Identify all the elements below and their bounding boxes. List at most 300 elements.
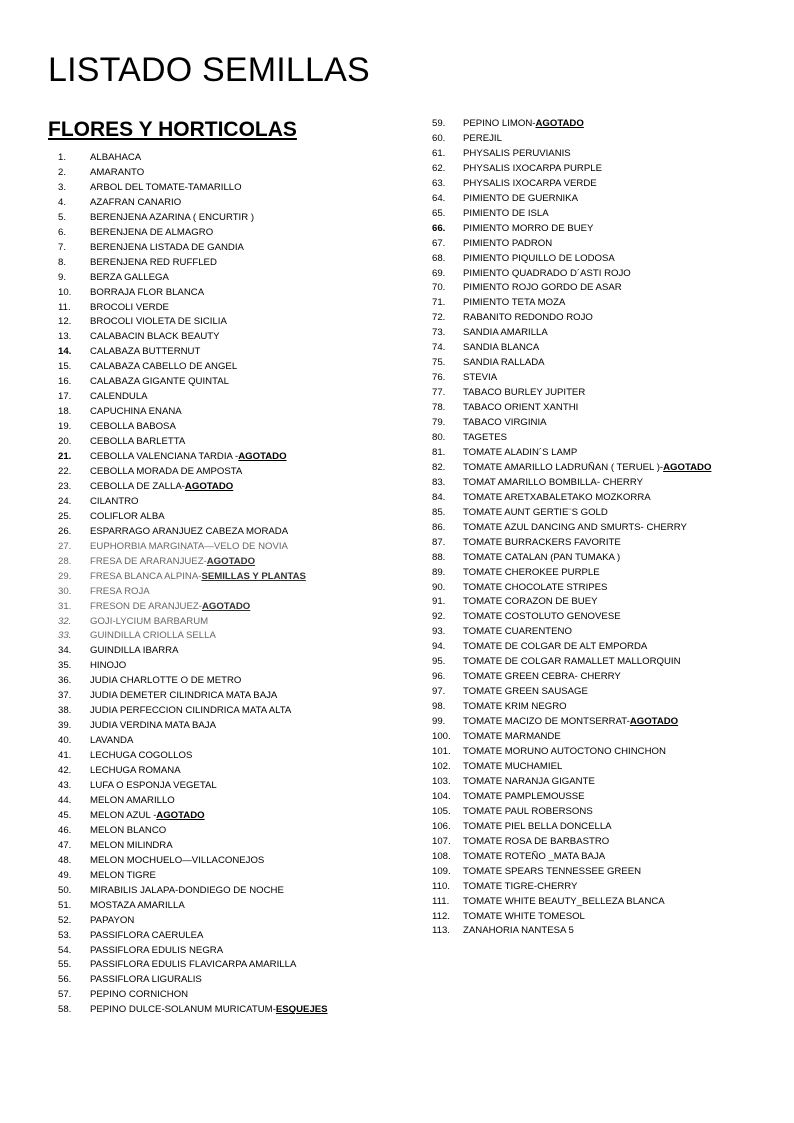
item-number: 28. [58,555,72,567]
item-number: 27. [58,540,72,552]
list-item [58,1002,398,1017]
item-status-tag: AGOTADO [535,117,584,129]
list-item [58,673,398,688]
list-item [432,236,762,251]
item-number: 84. [432,491,446,503]
item-number: 29. [58,570,72,582]
list-item [432,415,762,430]
item-name: TOMATE DE COLGAR DE ALT EMPORDA [463,641,648,653]
item-number: 69. [432,267,446,279]
item-name: AZAFRAN CANARIO [90,196,182,208]
item-name: TOMATE CHOCOLATE STRIPES [463,581,608,593]
list-item [58,748,398,763]
item-number: 72. [432,312,446,324]
list-item [58,614,398,629]
item-number: 21. [58,451,72,463]
list-item [58,285,398,300]
item-number: 82. [432,461,446,473]
list-item [58,404,398,419]
item-number: 51. [58,899,72,911]
item-name: TOMATE BURRACKERS FAVORITE [463,536,621,548]
item-number: 112. [432,910,450,922]
item-number: 4. [58,196,67,208]
item-name: TOMATE CATALAN (PAN TUMAKA ) [463,551,621,563]
item-status-tag: AGOTADO [184,480,234,492]
item-number: 99. [432,716,446,728]
item-number: 36. [58,675,72,687]
list-item [432,729,762,744]
item-number: 70. [432,282,446,294]
item-name: FRESA DE ARARANJUEZ- [90,555,207,567]
item-name: MELON AZUL - [90,809,157,821]
item-number: 55. [58,959,72,971]
item-number: 9. [58,271,67,283]
item-name: COLIFLOR ALBA [90,510,165,522]
list-item [58,314,398,329]
list-item [58,554,398,569]
item-number: 64. [432,192,446,204]
item-name: TOMATE SPEARS TENNESSEE GREEN [463,865,642,877]
list-item [58,913,398,928]
item-number: 60. [432,132,446,144]
item-name: PASSIFLORA LIGURALIS [90,974,202,986]
list-item [58,763,398,778]
item-name: TOMATE GREEN CEBRA- CHERRY [463,671,621,683]
item-number: 38. [58,705,72,717]
item-name: EUPHORBIA MARGINATA—VELO DE NOVIA [90,540,288,552]
item-number: 105. [432,805,451,817]
list-item [58,329,398,344]
list-item [432,804,762,819]
item-name: TABACO ORIENT XANTHI [463,402,579,414]
list-item [58,464,398,479]
item-number: 74. [432,342,446,354]
item-name: CALABACIN BLACK BEAUTY [90,331,220,343]
item-number: 26. [58,525,72,537]
item-number: 10. [58,286,72,298]
item-number: 66. [432,222,446,234]
list-item [432,340,762,355]
item-name: PEREJIL [463,132,502,144]
item-name: PIMIENTO PADRON [463,237,553,249]
item-name: SANDIA AMARILLA [463,327,548,339]
item-name: TOMATE COSTOLUTO GENOVESE [463,611,621,623]
item-number: 23. [58,480,72,492]
list-item [432,535,762,550]
item-number: 109. [432,865,451,877]
list-item [432,639,762,654]
item-number: 7. [58,241,67,253]
item-name: GUINDILLA CRIOLLA SELLA [90,630,216,642]
item-name: CALABAZA CABELLO DE ANGEL [90,361,238,373]
item-number: 92. [432,611,446,623]
item-number: 65. [432,207,446,219]
item-status-tag: ESQUEJES [275,1004,328,1016]
item-name: MELON MOCHUELO—VILLACONEJOS [90,854,265,866]
item-name: CEBOLLA VALENCIANA TARDIA - [90,451,239,463]
item-name: BERENJENA AZARINA ( ENCURTIR ) [90,211,255,223]
list-item [432,266,762,281]
item-name: TOMATE AMARILLO LADRUÑAN ( TERUEL )- [463,461,664,473]
list-item [58,419,398,434]
item-name: CEBOLLA DE ZALLA- [90,480,185,492]
list-item [58,718,398,733]
item-number: 42. [58,765,72,777]
item-name: TOMATE PAMPLEMOUSSE [463,790,585,802]
list-item [58,359,398,374]
list-item [432,191,762,206]
item-number: 25. [58,510,72,522]
list-item [432,460,762,475]
list-item [58,374,398,389]
list-item [432,849,762,864]
item-number: 54. [58,944,72,956]
item-name: TABACO VIRGINIA [463,417,547,429]
list-item [432,834,762,849]
item-number: 94. [432,641,446,653]
item-number: 106. [432,820,451,832]
list-item [58,599,398,614]
item-name: TOMATE MORUNO AUTOCTONO CHINCHON [463,746,666,758]
item-name: PIMIENTO DE GUERNIKA [463,192,578,204]
list-item [432,116,762,131]
item-name: PASSIFLORA CAERULEA [90,929,204,941]
item-number: 12. [58,316,72,328]
item-status-tag: AGOTADO [663,461,712,473]
item-name: MIRABILIS JALAPA-DONDIEGO DE NOCHE [90,884,284,896]
item-status-tag: AGOTADO [629,716,679,728]
list-item [432,400,762,415]
item-name: TOMATE MUCHAMIEL [463,760,563,772]
list-item [58,150,398,165]
list-item [432,445,762,460]
item-number: 33. [58,630,72,642]
list-item [432,774,762,789]
item-number: 107. [432,835,451,847]
list-item [432,325,762,340]
list-item [58,987,398,1002]
list-item [432,161,762,176]
item-name: SANDIA RALLADA [463,357,545,369]
item-number: 57. [58,989,72,1001]
list-item [58,957,398,972]
item-name: MELON AMARILLO [90,794,175,806]
list-item [58,210,398,225]
list-item [58,868,398,883]
list-item [58,688,398,703]
item-name: RABANITO REDONDO ROJO [463,312,593,324]
item-name: JUDIA VERDINA MATA BAJA [90,720,216,732]
item-number: 71. [432,297,446,309]
item-name: PIMIENTO TETA MOZA [463,297,566,309]
list-item [58,255,398,270]
item-number: 37. [58,690,72,702]
list-item [58,838,398,853]
item-name: GOJI-LYCIUM BARBARUM [90,615,209,627]
list-item [58,524,398,539]
item-number: 19. [58,421,72,433]
item-name: TOMATE ROTEÑO _MATA BAJA [463,850,606,862]
item-number: 81. [432,446,446,458]
item-name: TOMATE CUARENTENO [463,626,572,638]
list-item [58,165,398,180]
item-name: STEVIA [463,372,498,384]
item-number: 15. [58,361,72,373]
section-heading: FLORES Y HORTICOLAS [48,118,297,141]
item-name: FRESA ROJA [90,585,150,597]
seed-list-right-column [432,116,762,938]
list-item [432,131,762,146]
item-number: 103. [432,775,451,787]
list-item [58,778,398,793]
item-number: 59. [432,117,446,129]
item-name: CALABAZA GIGANTE QUINTAL [90,376,229,388]
item-name: MELON MILINDRA [90,839,173,851]
list-item [432,759,762,774]
item-name: ZANAHORIA NANTESA 5 [463,925,574,937]
item-name: TAGETES [463,432,508,443]
list-item [432,923,762,938]
item-name: TOMATE AUNT GERTIE¨S GOLD [463,506,608,518]
item-name: TOMATE PAUL ROBERSONS [463,805,593,817]
item-name: PASSIFLORA EDULIS NEGRA [90,944,224,956]
list-item [58,853,398,868]
item-number: 35. [58,660,72,672]
item-status-tag: AGOTADO [201,600,251,612]
list-item [58,972,398,987]
item-number: 45. [58,809,72,821]
list-item [58,569,398,584]
item-number: 96. [432,671,446,683]
item-name: ESPARRAGO ARANJUEZ CABEZA MORADA [90,525,289,537]
list-item [58,539,398,554]
item-name: TOMATE AZUL DANCING AND SMURTS- CHERRY [463,521,687,533]
item-number: 76. [432,372,446,384]
item-name: TOMATE ALADIN´S LAMP [463,446,578,458]
list-item [432,654,762,669]
item-number: 48. [58,854,72,866]
item-name: BERENJENA LISTADA DE GANDIA [90,241,244,253]
list-item [58,584,398,599]
item-number: 100. [432,731,451,743]
item-number: 16. [58,376,72,388]
item-name: JUDIA PERFECCION CILINDRICA MATA ALTA [90,705,292,717]
item-name: AMARANTO [90,166,145,178]
list-item [432,280,762,295]
list-item [432,355,762,370]
item-number: 87. [432,536,446,548]
item-name: SANDIA BLANCA [463,342,540,354]
list-item [58,225,398,240]
list-item [58,733,398,748]
list-item [58,883,398,898]
item-number: 58. [58,1004,72,1016]
item-name: PIMIENTO ROJO GORDO DE ASAR [463,282,622,294]
list-item [432,819,762,834]
item-name: PHYSALIS IXOCARPA PURPLE [463,162,602,174]
item-name: PIMIENTO QUADRADO D´ASTI ROJO [463,267,631,279]
list-item [432,490,762,505]
item-number: 24. [58,495,72,507]
list-item [432,565,762,580]
item-number: 63. [432,177,446,189]
list-item [432,699,762,714]
item-number: 77. [432,387,446,399]
list-item [432,505,762,520]
item-number: 90. [432,581,446,593]
item-number: 14. [58,346,72,358]
item-number: 67. [432,237,446,249]
item-number: 34. [58,645,72,657]
item-number: 110. [432,880,450,892]
item-number: 101. [432,746,451,758]
item-name: PIMIENTO DE ISLA [463,207,549,219]
item-number: 5. [58,211,67,223]
item-number: 97. [432,686,446,698]
list-item [432,550,762,565]
item-status-tag: AGOTADO [156,809,205,821]
list-item [432,206,762,221]
list-item [58,928,398,943]
list-item [58,643,398,658]
item-name: MELON TIGRE [90,869,156,881]
list-item [58,449,398,464]
list-item [432,475,762,490]
item-name: MELON BLANCO [90,824,167,836]
item-name: BERZA GALLEGA [90,271,169,283]
item-name: CEBOLLA BABOSA [90,421,176,433]
list-item [58,823,398,838]
item-number: 18. [58,406,72,418]
item-number: 56. [58,974,72,986]
item-name: LAVANDA [90,735,134,747]
item-number: 39. [58,720,72,732]
item-name: BERENJENA DE ALMAGRO [90,226,214,238]
item-status-tag: SEMILLAS Y PLANTAS [201,570,306,582]
list-item [58,898,398,913]
list-item [432,714,762,729]
item-number: 98. [432,701,446,713]
item-number: 2. [58,166,67,178]
list-item [58,703,398,718]
item-number: 102. [432,760,451,772]
item-name: PAPAYON [90,914,135,926]
list-item [58,240,398,255]
item-number: 88. [432,551,446,563]
item-name: TOMATE PIEL BELLA DONCELLA [463,820,612,832]
item-name: BROCOLI VIOLETA DE SICILIA [90,316,227,328]
item-number: 95. [432,656,446,668]
item-number: 62. [432,162,446,174]
list-item [432,295,762,310]
item-name: LUFA O ESPONJA VEGETAL [90,780,217,792]
item-name: TOMATE ROSA DE BARBASTRO [463,835,610,847]
list-item [432,370,762,385]
list-item [432,580,762,595]
list-item [58,808,398,823]
item-number: 52. [58,914,72,926]
item-status-tag: AGOTADO [238,451,287,463]
item-number: 113. [432,925,450,937]
item-name: PEPINO LIMON- [463,117,536,129]
item-name: TOMATE ARETXABALETAKO MOZKORRA [463,491,651,503]
item-name: LECHUGA COGOLLOS [90,750,193,762]
item-name: TOMATE CHEROKEE PURPLE [463,566,600,578]
item-name: TOMATE KRIM NEGRO [463,701,567,713]
item-number: 30. [58,585,72,597]
item-name: TOMATE CORAZON DE BUEY [463,596,598,608]
item-name: TOMATE TIGRE-CHERRY [463,880,578,892]
page-title: LISTADO SEMILLAS [48,51,370,89]
item-number: 111. [432,895,450,907]
item-name: TOMAT AMARILLO BOMBILLA- CHERRY [463,476,644,488]
list-item [58,270,398,285]
item-number: 50. [58,884,72,896]
seed-list-left-column [58,150,398,1017]
item-number: 1. [58,151,67,163]
list-item [58,195,398,210]
list-item [432,221,762,236]
item-number: 83. [432,476,446,488]
list-item [432,609,762,624]
item-name: TOMATE WHITE BEAUTY_BELLEZA BLANCA [463,895,665,907]
list-item [58,479,398,494]
item-number: 17. [58,391,72,403]
item-number: 44. [58,794,72,806]
item-name: TOMATE WHITE TOMESOL [463,910,585,922]
item-name: PHYSALIS PERUVIANIS [463,147,571,159]
item-number: 53. [58,929,72,941]
list-item [58,658,398,673]
item-name: GUINDILLA IBARRA [90,645,179,657]
item-name: HINOJO [90,660,127,672]
list-item [432,176,762,191]
item-name: JUDIA CHARLOTTE O DE METRO [90,675,242,687]
item-number: 20. [58,436,72,448]
item-number: 8. [58,256,67,268]
item-name: ALBAHACA [90,151,142,163]
item-name: CALENDULA [90,391,148,403]
list-item [432,909,762,924]
item-number: 93. [432,626,446,638]
list-item [432,864,762,879]
item-name: PEPINO CORNICHON [90,989,189,1001]
list-item [432,624,762,639]
item-number: 86. [432,521,446,533]
list-item [432,879,762,894]
item-name: PHYSALIS IXOCARPA VERDE [463,177,597,189]
item-name: TOMATE GREEN SAUSAGE [463,686,588,698]
item-name: TOMATE MACIZO DE MONTSERRAT- [463,716,630,728]
item-number: 104. [432,790,451,802]
item-number: 13. [58,331,72,343]
list-item [432,669,762,684]
item-name: BORRAJA FLOR BLANCA [90,286,205,298]
item-name: FRESON DE ARANJUEZ- [90,600,202,612]
item-number: 80. [432,432,446,443]
list-item [58,389,398,404]
list-item [432,520,762,535]
item-name: TOMATE NARANJA GIGANTE [463,775,595,787]
item-number: 49. [58,869,72,881]
item-name: CILANTRO [90,495,139,507]
item-name: MOSTAZA AMARILLA [90,899,185,911]
list-item [432,385,762,400]
list-item [58,943,398,958]
item-name: FRESA BLANCA ALPINA- [90,570,202,582]
item-name: PIMIENTO MORRO DE BUEY [463,222,594,234]
item-number: 43. [58,780,72,792]
